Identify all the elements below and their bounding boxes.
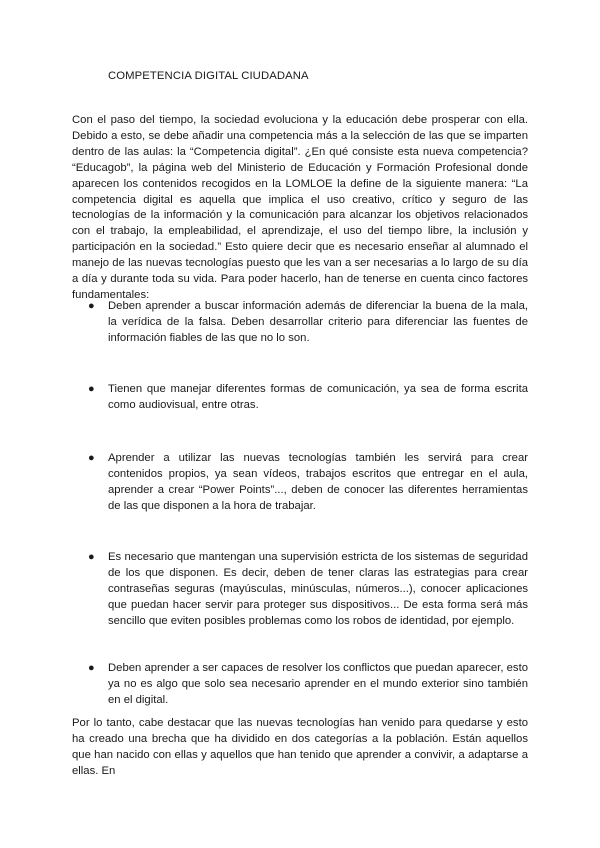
bullet-icon: ● bbox=[88, 662, 95, 674]
list-item bbox=[88, 550, 528, 630]
list-item-text: Deben aprender a ser capaces de resolver los conflictos que puedan aparecer, esto ya no es algo que solo sea necesario aprender en el mundo exterior sino también en el digital. bbox=[108, 662, 528, 706]
list-item-text: Es necesario que mantengan una supervisión estricta de los sistemas de seguridad de los que disponen. Es decir, deben de tener claras las estrategias para crear contraseñas seguras (mayúsculas, minúsculas, números...), conocer aplicaciones que puedan hacer servir para proteger sus dispositivos... De esta forma será más sencillo que eviten posibles problemas como los robos de identidad, por ejemplo. bbox=[108, 551, 528, 627]
bullet-icon: ● bbox=[88, 551, 95, 563]
bullet-icon: ● bbox=[88, 383, 95, 395]
list-item-text: Deben aprender a buscar información además de diferenciar la buena de la mala, la verídica de la falsa. Deben desarrollar criterio para diferenciar las fuentes de información fiables de las que no lo son. bbox=[108, 300, 528, 344]
bullet-icon: ● bbox=[88, 300, 95, 312]
document-title: COMPETENCIA DIGITAL CIUDADANA bbox=[108, 70, 309, 82]
list-item-text: Tienen que manejar diferentes formas de comunicación, ya sea de forma escrita como audiovisual, entre otras. bbox=[108, 383, 528, 411]
list-item bbox=[88, 451, 528, 515]
closing-paragraph: Por lo tanto, cabe destacar que las nuevas tecnologías han venido para quedarse y esto ha creado una brecha que ha dividido en dos categorías a la población. Están aquellos que han nacido con ellas y aquellos que han tenido que aprender a convivir, a adaptarse a ellas. En bbox=[72, 717, 528, 777]
intro-paragraph: Con el paso del tiempo, la sociedad evoluciona y la educación debe prosperar con ella. Debido a esto, se debe añadir una competencia más a la selección de las que se imparten dentro de las aulas: la “Competencia digital”. ¿En qué consiste esta nueva competencia? “Educagob”, la página web del Ministerio de Educación y Formación Profesional donde aparecen los contenidos recogidos en la LOMLOE la define de la siguiente manera: “La competencia digital es aquella que implica el uso creativo, crítico y seguro de las tecnologías de la información y la comunicación para alcanzar los objetivos relacionados con el trabajo, la empleabilidad, el aprendizaje, el uso del tiempo libre, la inclusión y participación en la sociedad.” Esto quiere decir que es necesario enseñar al alumnado el manejo de las nuevas tecnologías puesto que les van a ser necesarias a lo largo de su día a día y durante toda su vida. Para poder hacerlo, han de tenerse en cuenta cinco factores fundamentales: bbox=[72, 114, 528, 301]
list-item-text: Aprender a utilizar las nuevas tecnologías también les servirá para crear contenidos propios, ya sean vídeos, trabajos escritos que entregar en el aula, aprender a crear “Power Points”..., deben de conocer las diferentes herramientas de las que disponen a la hora de trabajar. bbox=[108, 452, 528, 512]
list-item bbox=[88, 382, 528, 414]
list-item bbox=[88, 661, 528, 709]
bullet-icon: ● bbox=[88, 452, 95, 464]
list-item bbox=[88, 299, 528, 347]
